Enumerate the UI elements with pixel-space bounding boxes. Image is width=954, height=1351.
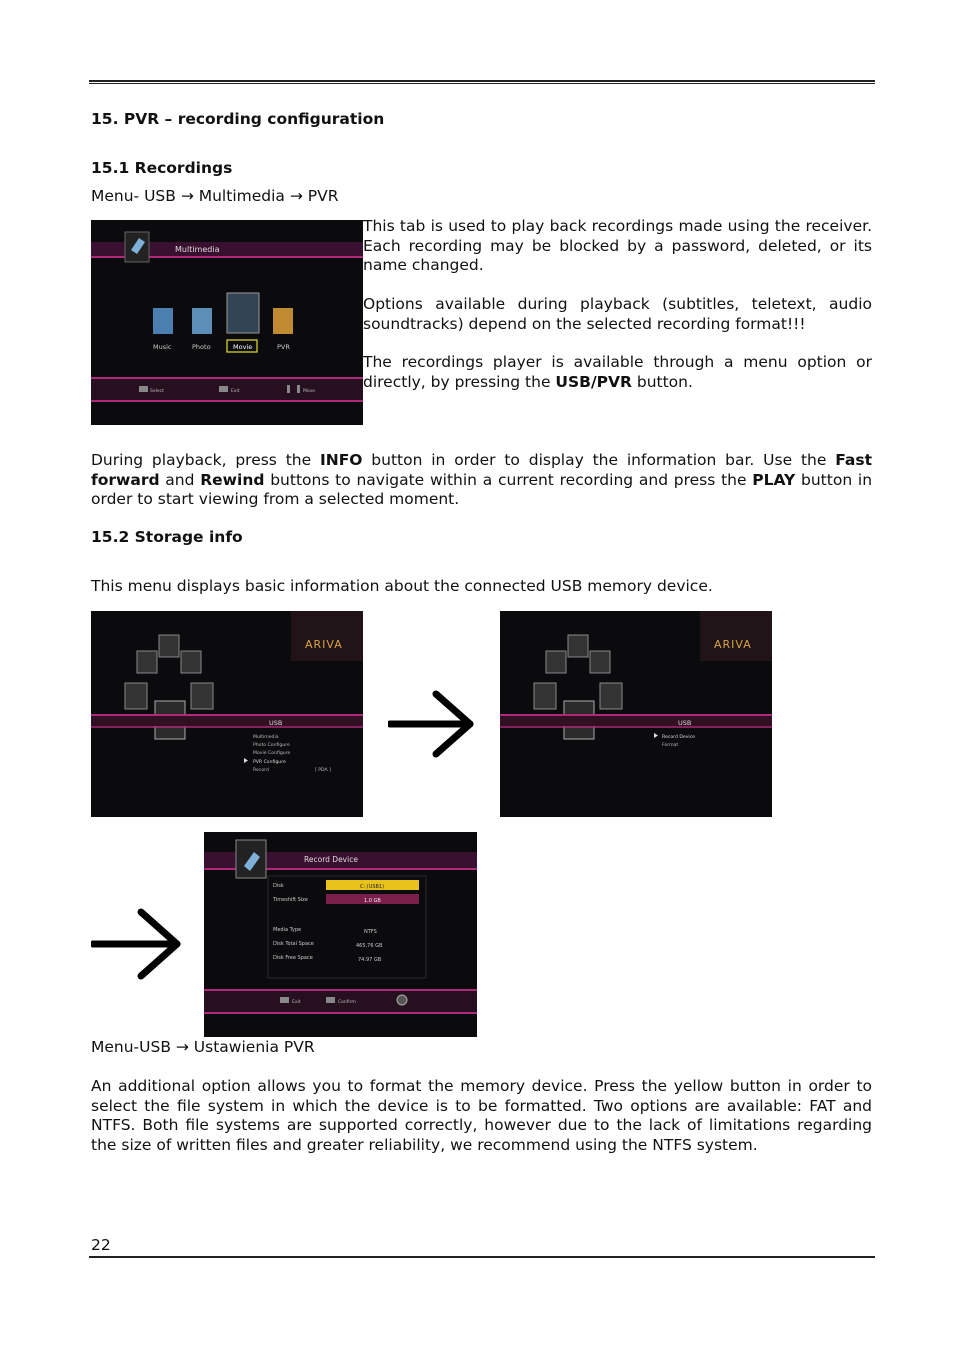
- format-paragraph: An additional option allows you to format the memory device. Press the yellow button in order to select the file system in which the device is to be formatted. Two options are available: FAT and NTFS. Both file systems are supported correctly, however due to the lack of limitations regarding the size of written files and greater reliability, we recommend using the NTFS system.: [91, 1077, 872, 1154]
- rd-footer-confirm: Confirm: [338, 1000, 356, 1005]
- mm-footer-exit: Exit: [231, 389, 240, 394]
- record-device-screenshot: [204, 832, 477, 1037]
- usb-pvr-item-format: Format: [662, 743, 679, 748]
- usb-pvr-brand: ARIVA: [714, 638, 752, 651]
- subsection-title-recordings: 15.1 Recordings: [91, 159, 233, 177]
- usb-item-record: Record: [253, 768, 269, 773]
- rd-label-media-type: Media Type: [273, 927, 302, 933]
- multimedia-title: Multimedia: [175, 245, 220, 254]
- usb-item-photo: Photo Configure: [253, 743, 290, 748]
- multimedia-screenshot: [91, 220, 363, 425]
- menu-path-recordings: Menu- USB → Multimedia → PVR: [91, 187, 339, 205]
- rd-label-disk: Disk: [273, 883, 284, 889]
- recordings-para-2: Options available during playback (subtitles, teletext, audio soundtracks) depend on the selected recording format!!!: [363, 295, 872, 333]
- rd-value-free-space: 74.97 GB: [358, 957, 382, 963]
- arrow-right-icon: [91, 908, 181, 980]
- mm-item-pvr: PVR: [277, 343, 290, 351]
- mm-item-photo: Photo: [192, 343, 211, 351]
- mm-footer-move: Move: [303, 389, 316, 394]
- rd-value-timeshift: 1.0 GB: [364, 898, 381, 904]
- usb-pvr-screenshot: [500, 611, 772, 817]
- usb-title: USB: [269, 719, 283, 727]
- storage-intro: This menu displays basic information about the connected USB memory device.: [91, 577, 713, 595]
- usb-brand: ARIVA: [305, 638, 343, 651]
- header-rule: [89, 80, 875, 84]
- rd-label-timeshift: Timeshift Size: [273, 897, 308, 903]
- recordings-para-3: The recordings player is available through a menu option or directly, by pressing the USB/PVR button.: [363, 353, 872, 391]
- recordings-para-1: This tab is used to play back recordings made using the receiver. Each recording may be blocked by a password, deleted, or its name changed.: [363, 217, 872, 275]
- usb-item-movie: Movie Configure: [253, 751, 291, 756]
- usb-record-value: [ PDA ]: [315, 768, 331, 773]
- usb-pvr-button-name: USB/PVR: [555, 372, 632, 391]
- rd-value-total-space: 465.76 GB: [356, 943, 383, 949]
- page-number: 22: [91, 1236, 111, 1254]
- usb-pvr-title: USB: [678, 719, 692, 727]
- usb-item-pvr: PVR Configure: [253, 760, 286, 765]
- footer-rule: [89, 1256, 875, 1258]
- usb-item-multimedia: Multimedia: [253, 735, 279, 740]
- mm-item-movie: Movie: [233, 343, 253, 351]
- rd-label-total-space: Disk Total Space: [273, 941, 314, 947]
- rd-footer-exit: Exit: [292, 1000, 301, 1005]
- rd-value-disk: C: (USB1): [360, 884, 385, 890]
- subsection-title-storage: 15.2 Storage info: [91, 528, 243, 546]
- rd-value-media-type: NTFS: [364, 929, 377, 935]
- playback-paragraph: During playback, press the INFO button in order to display the information bar. Use the Fast forward and Rewind buttons to navigate within a current recording and press the PLAY button in order to start viewing from a selected moment.: [91, 451, 873, 509]
- rd-label-free-space: Disk Free Space: [273, 955, 313, 961]
- usb-menu-screenshot: [91, 611, 363, 817]
- mm-footer-select: Select: [150, 389, 164, 394]
- record-device-title: Record Device: [304, 855, 358, 864]
- section-title: 15. PVR – recording configuration: [91, 110, 385, 128]
- mm-item-music: Music: [153, 343, 172, 351]
- menu-path-storage: Menu-USB → Ustawienia PVR: [91, 1038, 315, 1056]
- usb-pvr-item-record-device: Record Device: [662, 735, 696, 740]
- arrow-right-icon: [388, 688, 476, 760]
